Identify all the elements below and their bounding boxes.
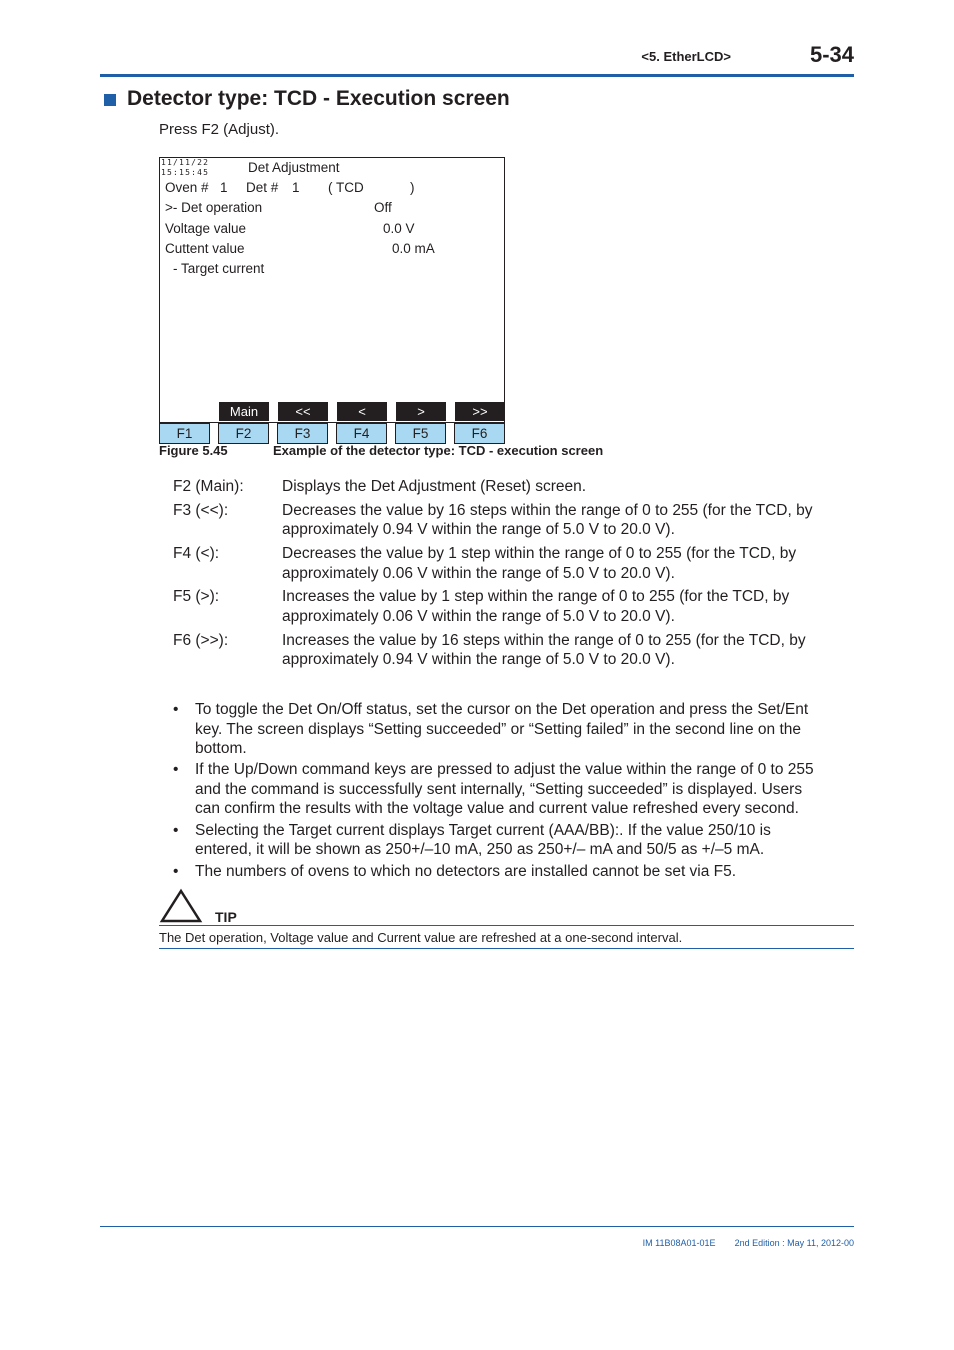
det-label: Det # xyxy=(246,180,279,195)
function-key-f3[interactable]: F3 xyxy=(277,423,328,444)
bullet-text: To toggle the Det On/Off status, set the cursor on the Det operation and press the Set/Ent xyxy=(195,701,809,718)
key-f4-name: F4 (<): xyxy=(173,545,220,562)
bullet-dot: • xyxy=(173,761,179,778)
footer-rule xyxy=(100,1226,854,1227)
key-f3-desc-2: approximately 0.94 V within the range of 5.0 V to 20.0 V). xyxy=(282,521,675,538)
bullet-text: and the command is successfully sent internally, “Setting succeeded” is displayed. Users xyxy=(195,781,803,798)
footer xyxy=(643,1238,854,1248)
footer-edition: 2nd Edition : May 11, 2012-00 xyxy=(734,1238,854,1248)
oven-value: 1 xyxy=(220,180,228,195)
footer-doc-id: IM 11B08A01-01E xyxy=(642,1238,716,1248)
bullet-dot: • xyxy=(173,701,179,718)
function-key-f1[interactable]: F1 xyxy=(159,423,210,444)
bullet-dot: • xyxy=(173,863,179,880)
function-key-f4[interactable]: F4 xyxy=(336,423,387,444)
det-type-close: ) xyxy=(410,180,415,195)
det-operation-value: Off xyxy=(374,200,392,215)
key-f4-desc: Decreases the value by 1 step within the range of 0 to 255 (for the TCD, by xyxy=(282,545,797,562)
key-f3-name: F3 (<<): xyxy=(173,502,229,519)
heading-square-icon xyxy=(104,94,116,106)
softkey-fast-decrease[interactable]: << xyxy=(278,402,328,421)
current-label[interactable]: Cuttent value xyxy=(165,241,245,256)
key-f5-name: F5 (>): xyxy=(173,588,220,605)
screen-time-line: 15:15:45 xyxy=(161,168,210,177)
section-label: <5. EtherLCD> xyxy=(641,49,731,64)
function-key-f6[interactable]: F6 xyxy=(454,423,505,444)
key-f6-desc-2: approximately 0.94 V within the range of 5.0 V to 20.0 V). xyxy=(282,651,675,668)
intro-text: Press F2 (Adjust). xyxy=(159,121,280,138)
function-key-f2[interactable]: F2 xyxy=(218,423,269,444)
bullet-text: can confirm the results with the voltage value and current value refreshed every second. xyxy=(195,800,799,817)
det-type: ( TCD xyxy=(328,180,364,195)
det-operation-label[interactable]: >- Det operation xyxy=(165,200,263,215)
softkey-decrease[interactable]: < xyxy=(337,402,387,421)
figure-caption: Example of the detector type: TCD - execution screen xyxy=(273,443,604,458)
softkey-increase[interactable]: > xyxy=(396,402,446,421)
bullet-dot: • xyxy=(173,822,179,839)
softkey-fast-increase[interactable]: >> xyxy=(455,402,505,421)
bullet-text: Selecting the Target current displays Target current (AAA/BB):. If the value 250/10 is xyxy=(195,822,771,839)
screen-title: Det Adjustment xyxy=(248,160,340,175)
screen-date xyxy=(161,158,209,178)
bullet-text: bottom. xyxy=(195,740,247,757)
function-key-f5[interactable]: F5 xyxy=(395,423,446,444)
tip-label: TIP xyxy=(215,909,237,925)
bullet-text: entered, it will be shown as 250+/–10 mA, 250 as 250+/– mA and 50/5 as +/–5 mA. xyxy=(195,841,765,858)
tip-text: The Det operation, Voltage value and Current value are refreshed at a one-second interval. xyxy=(159,930,683,945)
bullet-text: If the Up/Down command keys are pressed to adjust the value within the range of 0 to 255 xyxy=(195,761,814,778)
tip-rule-bottom xyxy=(159,948,854,949)
tip-rule-top xyxy=(159,925,854,926)
section-heading: Detector type: TCD - Execution screen xyxy=(127,87,510,110)
target-current-label[interactable]: - Target current xyxy=(173,261,265,276)
voltage-label[interactable]: Voltage value xyxy=(165,221,247,236)
key-f5-desc-2: approximately 0.06 V within the range of 5.0 V to 20.0 V). xyxy=(282,608,675,625)
figure-number: Figure 5.45 xyxy=(159,443,228,458)
key-f5-desc: Increases the value by 1 step within the range of 0 to 255 (for the TCD, by xyxy=(282,588,790,605)
bullet-text: The numbers of ovens to which no detectors are installed cannot be set via F5. xyxy=(195,863,737,880)
key-f6-name: F6 (>>): xyxy=(173,632,229,649)
key-f4-desc-2: approximately 0.06 V within the range of 5.0 V to 20.0 V). xyxy=(282,565,675,582)
bullet-text: key. The screen displays “Setting succeeded” or “Setting failed” in the second line on the xyxy=(195,721,801,738)
det-value: 1 xyxy=(292,180,300,195)
key-f2-desc: Displays the Det Adjustment (Reset) screen. xyxy=(282,478,587,495)
oven-label: Oven # xyxy=(165,180,209,195)
page-number: 5-34 xyxy=(809,42,854,67)
key-f6-desc: Increases the value by 16 steps within the range of 0 to 255 (for the TCD, by xyxy=(282,632,806,649)
screen-date-line: 11/11/22 xyxy=(161,158,210,167)
key-f2-name: F2 (Main): xyxy=(173,478,244,495)
key-f3-desc: Decreases the value by 16 steps within the range of 0 to 255 (for the TCD, by xyxy=(282,502,813,519)
header-rule xyxy=(100,74,854,77)
voltage-value: 0.0 V xyxy=(383,221,415,236)
softkey-main[interactable]: Main xyxy=(219,402,269,421)
current-value: 0.0 mA xyxy=(392,241,435,256)
lcd-screen xyxy=(159,157,505,423)
tip-triangle-icon xyxy=(159,888,203,924)
